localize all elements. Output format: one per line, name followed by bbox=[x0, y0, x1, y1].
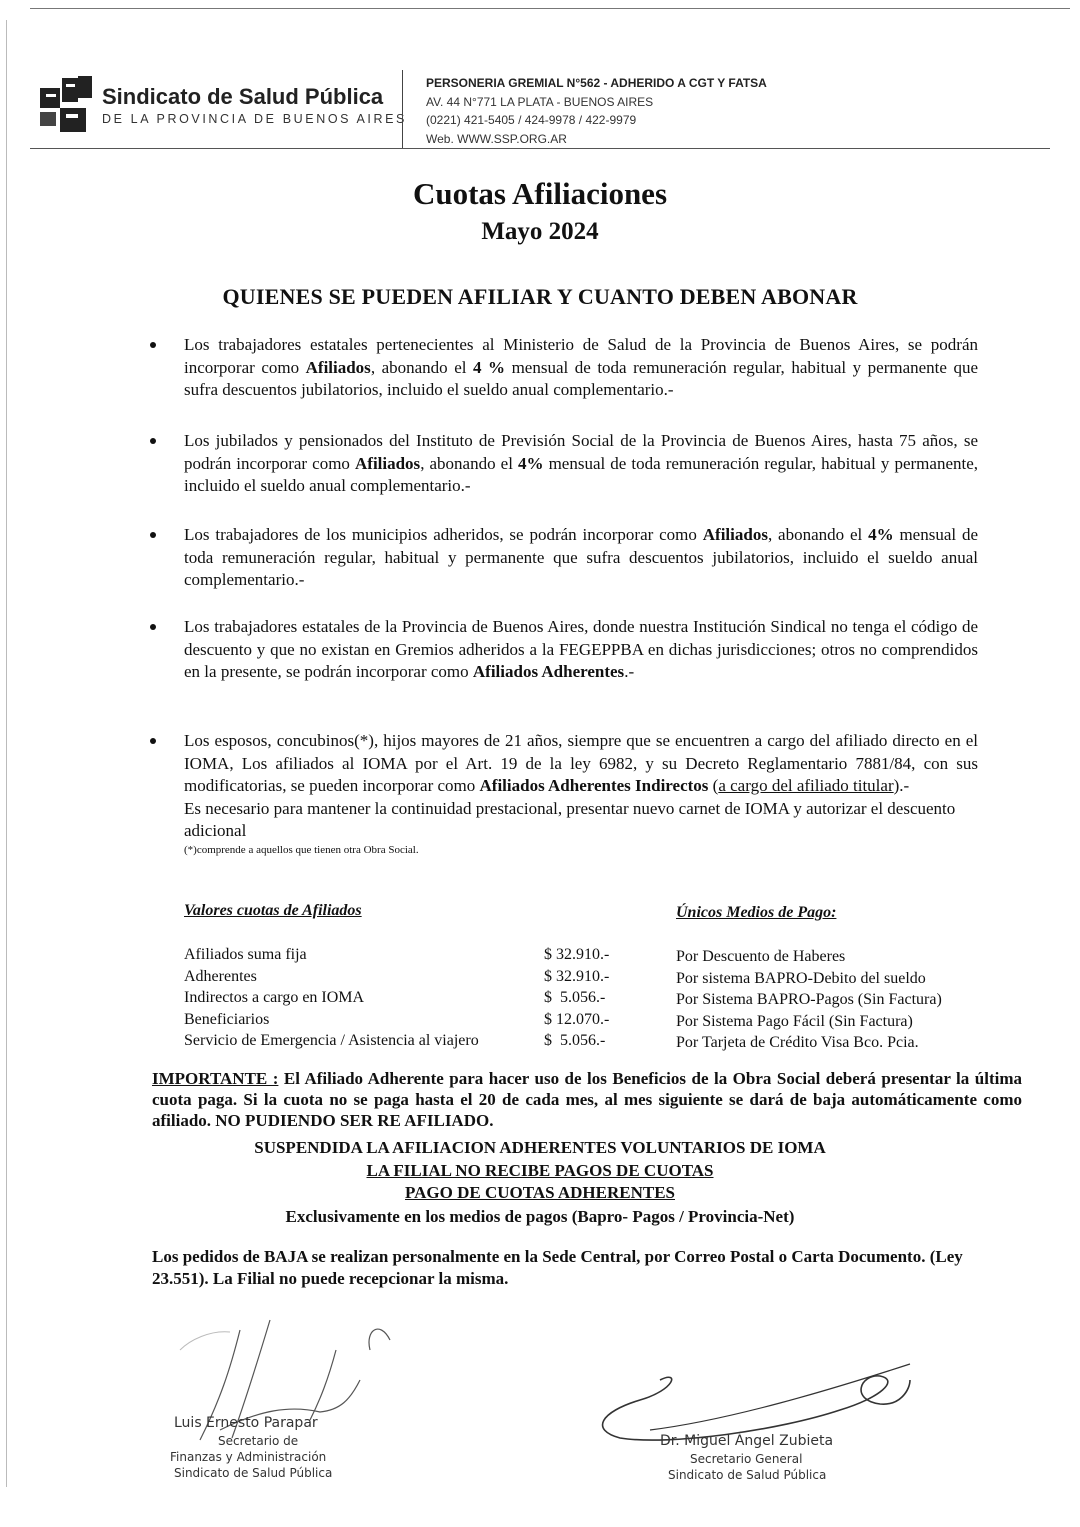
emphasis: 4% bbox=[868, 525, 894, 544]
payment-channels-notice: Exclusivamente en los medios de pagos (Bapro- Pagos / Provincia-Net) bbox=[285, 1207, 795, 1226]
text: Los trabajadores de los municipios adheridos, se podrán incorporar como bbox=[184, 525, 703, 544]
text: .- bbox=[624, 662, 635, 681]
fee-row bbox=[184, 944, 644, 966]
fee-name: Afiliados suma fija bbox=[184, 946, 307, 963]
list-item bbox=[150, 616, 978, 684]
cancellation-notice: Los pedidos de BAJA se realizan personalmente en la Sede Central, por Correo Postal o Carta Documento. (Ley 23.551). La Filial no puede recepcionar la misma. bbox=[152, 1247, 963, 1288]
text: Los trabajadores estatales pertenecientes al Ministerio de Salud de la Provincia de Buenos Aires, se podrán incorporar como bbox=[184, 335, 978, 377]
important-text: El Afiliado Adherente para hacer uso de los Beneficios de la Obra Social deberá presentar la última cuota paga. Si la cuota no se paga hasta el 20 de cada mes, al mes siguiente se dará de baja automáticamente como afiliado. NO PUDIENDO SER RE AFILIADO. bbox=[152, 1069, 1022, 1130]
fee-amount: $ 5.056.- bbox=[544, 989, 606, 1006]
header-rule bbox=[30, 148, 1050, 149]
org-name: Sindicato de Salud Pública bbox=[102, 84, 384, 109]
signer-role-left: Finanzas y Administración bbox=[170, 1450, 327, 1464]
signature-right bbox=[580, 1350, 940, 1490]
emphasis: Afiliados bbox=[355, 453, 421, 473]
list-item bbox=[150, 430, 978, 498]
signer-org-right: Sindicato de Salud Pública bbox=[668, 1468, 827, 1482]
bullet-icon bbox=[150, 738, 156, 744]
payment-method: Por Descuento de Haberes bbox=[676, 948, 846, 965]
filial-notice: LA FILIAL NO RECIBE PAGOS DE CUOTAS bbox=[366, 1161, 714, 1180]
payment-notice: PAGO DE CUOTAS ADHERENTES bbox=[405, 1183, 675, 1202]
emphasis: Afiliados Adherentes bbox=[472, 662, 625, 681]
bullet-icon bbox=[150, 532, 156, 538]
text: mensual de toda remuneración regular, habitual y permanente, incluido el sueldo anual complementario.- bbox=[184, 453, 979, 495]
important-label: IMPORTANTE : bbox=[152, 1069, 279, 1088]
fee-amount: $ 32.910.- bbox=[544, 967, 610, 985]
contact-line-phones: (0221) 421-5405 / 424-9978 / 422-9979 bbox=[426, 113, 637, 127]
fee-amount: $ 12.070.- bbox=[544, 1010, 610, 1028]
emphasis: 4% bbox=[518, 453, 544, 473]
contact-line-address: AV. 44 N°771 LA PLATA - BUENOS AIRES bbox=[426, 94, 654, 109]
emphasis: Afiliados bbox=[305, 357, 371, 377]
org-subtitle: DE LA PROVINCIA DE BUENOS AIRES bbox=[102, 112, 407, 126]
header-divider bbox=[402, 70, 403, 148]
bullet-icon bbox=[150, 438, 156, 444]
fee-row bbox=[184, 966, 644, 988]
fee-name: Adherentes bbox=[184, 967, 257, 985]
text: , abonando el bbox=[767, 525, 869, 544]
payment-heading: Únicos Medios de Pago: bbox=[676, 904, 837, 921]
page-title: Cuotas Afiliaciones bbox=[412, 176, 668, 211]
payment-method: Por Tarjeta de Crédito Visa Bco. Pcia. bbox=[676, 1034, 919, 1051]
emphasis: 4 % bbox=[473, 357, 506, 377]
text: ( bbox=[708, 776, 719, 795]
section-heading: QUIENES SE PUEDEN AFILIAR Y CUANTO DEBEN ABONAR bbox=[222, 284, 858, 309]
bullet-icon bbox=[150, 624, 156, 630]
list-item bbox=[150, 730, 978, 857]
fee-row bbox=[184, 1030, 644, 1052]
ssp-logo-icon bbox=[38, 74, 96, 134]
payment-method: Por Sistema Pago Fácil (Sin Factura) bbox=[676, 1012, 913, 1030]
fee-name: Indirectos a cargo en IOMA bbox=[184, 989, 365, 1006]
underlined-text: a cargo del afiliado titular bbox=[718, 776, 894, 795]
top-rule bbox=[30, 8, 1070, 9]
text: mensual de toda remuneración regular, habitual y permanente que sufra descuentos jubilatorios, incluido el sueldo anual complementario.- bbox=[184, 357, 979, 399]
fee-amount: $ 32.910.- bbox=[544, 946, 610, 963]
signer-name-left: Luis Ernesto Parapar bbox=[174, 1415, 318, 1431]
page-subtitle: Mayo 2024 bbox=[481, 218, 599, 245]
fee-name: Beneficiarios bbox=[184, 1010, 270, 1028]
emphasis: Afiliados bbox=[702, 525, 768, 544]
emphasis: Afiliados Adherentes Indirectos bbox=[479, 776, 709, 795]
contact-block bbox=[426, 74, 767, 148]
list-item bbox=[150, 334, 978, 402]
text: Los jubilados y pensionados del Instituto de Previsión Social de la Provincia de Buenos Aires, hasta 75 años, se podrán incorporar como bbox=[184, 431, 978, 473]
text: ).- bbox=[893, 776, 910, 795]
signer-name-right: Dr. Miguel Ángel Zubieta bbox=[660, 1433, 834, 1449]
fee-name: Servicio de Emergencia / Asistencia al viajero bbox=[184, 1032, 479, 1049]
contact-line-personeria: PERSONERIA GREMIAL N°562 - ADHERIDO A CGT Y FATSA bbox=[426, 76, 767, 90]
fees-heading: Valores cuotas de Afiliados bbox=[184, 902, 362, 919]
text: Los esposos, concubinos(*), hijos mayores de 21 años, siempre que se encuentren a cargo del afiliado directo en el IOMA, Los afiliados al IOMA por el Art. 19 de la ley 6982, y su Decreto Reglamentario 7881/84, con sus modificatorias, se pueden incorporar como bbox=[184, 731, 978, 795]
footnote: (*)comprende a aquellos que tienen otra Obra Social. bbox=[184, 843, 419, 856]
payment-method: Por Sistema BAPRO-Pagos (Sin Factura) bbox=[676, 991, 942, 1008]
text: , abonando el bbox=[370, 357, 474, 377]
signature-left bbox=[160, 1310, 420, 1510]
signer-role-right: Secretario General bbox=[690, 1452, 803, 1466]
important-notice bbox=[152, 1068, 1022, 1131]
text: , abonando el bbox=[420, 453, 519, 473]
text: Los trabajadores estatales de la Provincia de Buenos Aires, donde nuestra Institución Sindical no tenga el código de descuento y que no existan en Gremios adheridos a la FEGEPPBA en dichas jurisdicciones; otros no comprendidos en la presente, se podrán incorporar como bbox=[184, 617, 978, 681]
letterhead bbox=[30, 70, 1060, 150]
signer-role-left: Secretario de bbox=[218, 1434, 299, 1448]
ioma-requirement: Es necesario para mantener la continuidad prestacional, presentar nuevo carnet de IOMA y autorizar el descuento adicional bbox=[184, 798, 956, 840]
fee-amount: $ 5.056.- bbox=[544, 1032, 606, 1049]
list-item bbox=[150, 524, 978, 592]
signer-org-left: Sindicato de Salud Pública bbox=[174, 1466, 333, 1480]
fee-row bbox=[184, 1009, 644, 1031]
payment-method: Por sistema BAPRO-Debito del sueldo bbox=[676, 969, 926, 987]
fee-row bbox=[184, 987, 644, 1009]
suspension-notice: SUSPENDIDA LA AFILIACION ADHERENTES VOLUNTARIOS DE IOMA bbox=[254, 1138, 826, 1157]
fees-table bbox=[184, 944, 644, 1052]
bullet-icon bbox=[150, 342, 156, 348]
text: mensual de toda remuneración regular, habitual y permanente que sufra descuentos jubilatorios, incluido el sueldo anual complementario.- bbox=[184, 525, 979, 589]
payment-methods bbox=[676, 946, 942, 1054]
contact-line-web: Web. WWW.SSP.ORG.AR bbox=[426, 131, 567, 146]
